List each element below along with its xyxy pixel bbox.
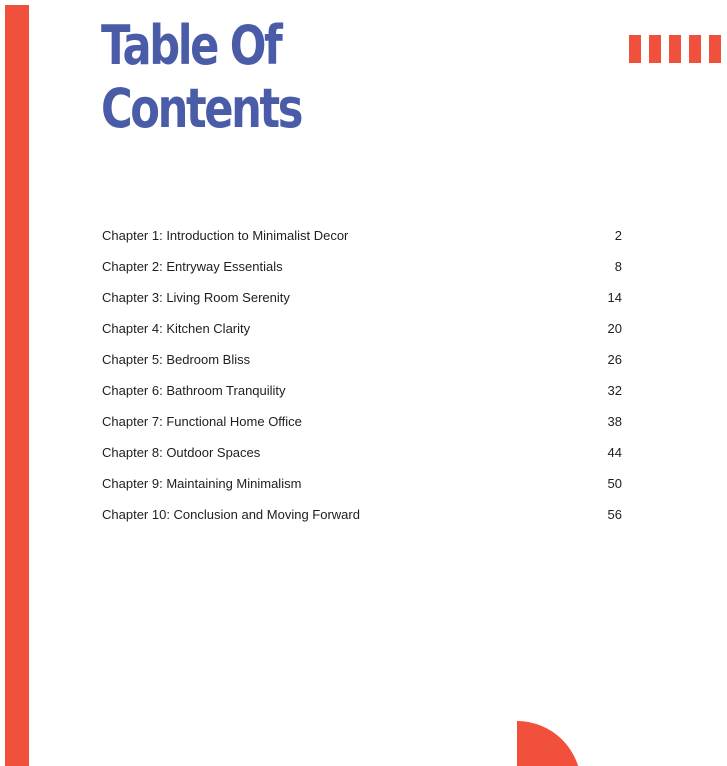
- stripe-4: [689, 35, 701, 63]
- toc-page-number: 50: [607, 476, 622, 491]
- toc-entry[interactable]: [102, 468, 622, 499]
- title-line-2: Contents: [101, 77, 302, 140]
- toc-page-number: 8: [614, 259, 622, 274]
- decorative-half-circle: [517, 721, 581, 766]
- toc-page-number: 20: [607, 321, 622, 336]
- toc-entry[interactable]: [102, 282, 622, 313]
- toc-chapter-title: Chapter 2: Entryway Essentials: [102, 259, 283, 274]
- toc-entry[interactable]: [102, 499, 622, 530]
- toc-entry[interactable]: [102, 251, 622, 282]
- toc-chapter-title: Chapter 3: Living Room Serenity: [102, 290, 290, 305]
- table-of-contents: [102, 220, 622, 530]
- toc-page-number: 2: [614, 228, 622, 243]
- toc-page-number: 44: [607, 445, 622, 460]
- toc-page-number: 56: [607, 507, 622, 522]
- toc-chapter-title: Chapter 5: Bedroom Bliss: [102, 352, 251, 367]
- toc-entry[interactable]: [102, 406, 622, 437]
- toc-page-number: 26: [607, 352, 622, 367]
- toc-chapter-title: Chapter 4: Kitchen Clarity: [102, 321, 251, 336]
- stripe-2: [649, 35, 661, 63]
- stripe-5: [709, 35, 721, 63]
- title-line-1: Table Of: [101, 14, 281, 77]
- toc-entry[interactable]: [102, 344, 622, 375]
- toc-page-number: 14: [607, 290, 622, 305]
- toc-chapter-title: Chapter 9: Maintaining Minimalism: [102, 476, 302, 491]
- toc-chapter-title: Chapter 6: Bathroom Tranquility: [102, 383, 286, 398]
- page-title: [101, 14, 389, 140]
- toc-entry[interactable]: [102, 375, 622, 406]
- toc-entry[interactable]: [102, 437, 622, 468]
- stripe-1: [629, 35, 641, 63]
- toc-page-number: 38: [607, 414, 622, 429]
- toc-entry[interactable]: [102, 313, 622, 344]
- toc-chapter-title: Chapter 7: Functional Home Office: [102, 414, 302, 429]
- toc-chapter-title: Chapter 8: Outdoor Spaces: [102, 445, 261, 460]
- toc-entry[interactable]: [102, 220, 622, 251]
- toc-chapter-title: Chapter 10: Conclusion and Moving Forward: [102, 507, 360, 522]
- left-accent-bar: [5, 5, 29, 766]
- toc-page-number: 32: [607, 383, 622, 398]
- toc-chapter-title: Chapter 1: Introduction to Minimalist Decor: [102, 228, 349, 243]
- decorative-stripes: [629, 35, 727, 63]
- stripe-3: [669, 35, 681, 63]
